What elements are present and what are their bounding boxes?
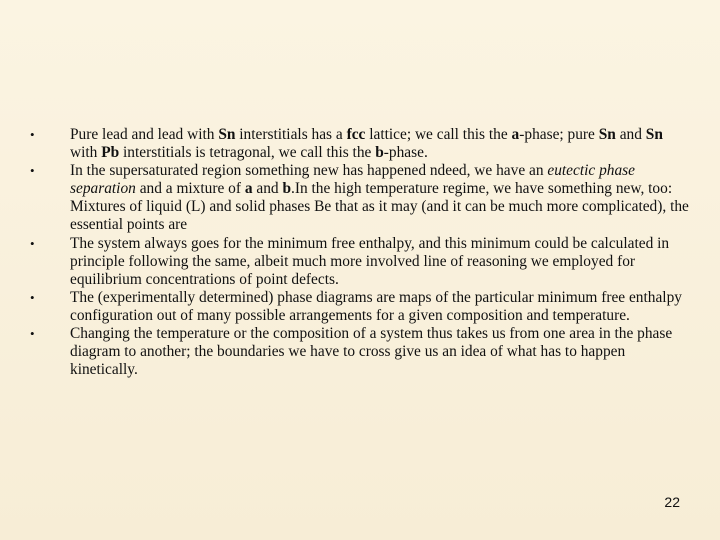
bullet-text <box>70 325 672 378</box>
text-run: Pb <box>101 144 120 162</box>
bullet-text <box>70 162 689 233</box>
bullet-item <box>30 289 690 325</box>
bullet-item <box>30 126 690 162</box>
text-run: interstitials has a <box>235 126 347 143</box>
text-run: and a mixture of <box>135 180 245 198</box>
text-run: The (experimentally determined) phase diagrams are maps of the particular minimum free enthalpy configuration out of many possible arrangements for a given composition and temperature. <box>70 288 682 324</box>
bullet-item <box>30 162 690 234</box>
text-run: a <box>244 180 253 198</box>
text-run: b <box>375 144 384 162</box>
text-run: a <box>511 126 520 143</box>
text-run: Sn <box>645 126 663 143</box>
bullet-marker: • <box>30 235 35 251</box>
text-run: .In the high temperature regime, we have something new, too: Mixtures of liquid (L) and solid phases Be that as it may (and it can be much more complicated), the essential points are <box>70 180 689 234</box>
text-run: Sn <box>598 126 616 143</box>
bullet-text <box>70 235 669 288</box>
text-run: and <box>615 126 646 143</box>
text-run: eutectic phase separation <box>70 162 635 198</box>
text-run: Pure lead and lead with <box>70 126 219 143</box>
text-run: -phase; pure <box>519 126 599 143</box>
bullet-marker: • <box>30 289 35 305</box>
text-run: b <box>282 180 292 198</box>
text-run: lattice; we call this the <box>365 126 512 143</box>
text-run: The system always goes for the minimum free enthalpy, and this minimum could be calculated in principle following the same, albeit much more involved line of reasoning we employed for equilibrium concentrations of point defects. <box>70 234 670 288</box>
text-run: fcc <box>346 126 366 143</box>
bullet-marker: • <box>30 163 35 179</box>
bullet-list <box>30 126 690 379</box>
text-run: and <box>252 180 283 198</box>
bullet-marker: • <box>30 127 35 142</box>
text-run: interstitials is tetragonal, we call this the <box>119 144 376 162</box>
page-number: 22 <box>664 494 680 510</box>
bullet-item <box>30 235 690 289</box>
text-run: Changing the temperature or the composition of a system thus takes us from one area in the phase diagram to another; the boundaries we have to cross give us an idea of what has to happen kinetically. <box>70 325 673 379</box>
text-run: Sn <box>218 126 236 143</box>
text-run: In the supersaturated region something new has happened ndeed, we have an <box>70 162 548 180</box>
text-run: -phase. <box>383 144 428 162</box>
bullet-marker: • <box>30 326 35 342</box>
bullet-text <box>70 289 682 324</box>
bullet-text <box>70 126 663 161</box>
bullet-item <box>30 325 690 379</box>
text-run: with <box>70 144 102 162</box>
